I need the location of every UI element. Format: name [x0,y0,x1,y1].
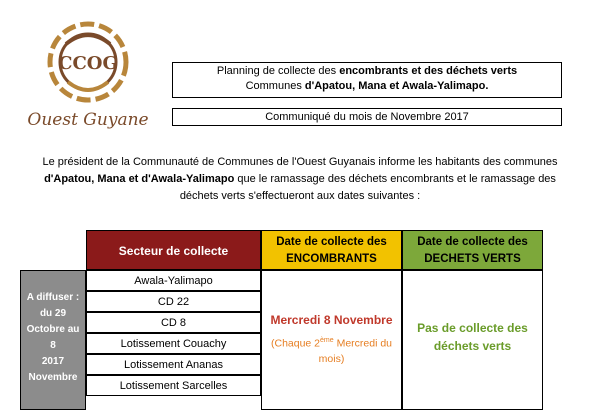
encombrants-cell [261,270,402,410]
sector-row: Lotissement Sarcelles [86,375,261,396]
intro-line-2: d'Apatou, Mana et d'Awala-Yalimapo que le ramassage des déchets encombrants et le ramassage des [44,173,556,185]
sector-row: CD 8 [86,312,261,333]
encombrants-note: (Chaque 2ème Mercredi du mois) [270,337,393,365]
logo-emblem-icon [18,14,158,110]
dechets-verts-text: Pas de collecte des déchets verts [417,321,528,353]
logo-script: Ouest Guyane [27,110,149,130]
dechets-verts-cell [402,270,543,410]
diffuser-cell: A diffuser : du 29 Octobre au 8 2017 Novembre [20,270,86,410]
title-line-1: Planning de collecte des encombrants et des déchets verts [216,65,518,77]
intro-paragraph [20,154,580,205]
intro-line-3: déchets verts s'effectueront aux dates suivantes : [179,190,421,202]
communique-box: Communiqué du mois de Novembre 2017 [172,108,562,126]
sector-row: Awala-Yalimapo [86,270,261,291]
sector-row: Lotissement Ananas [86,354,261,375]
title-line-2: Communes d'Apatou, Mana et Awala-Yalimapo. [245,80,489,92]
ccog-logo [18,14,158,134]
logo-text: CCOG [58,53,118,74]
intro-line-1: Le président de la Communauté de Communes de l'Ouest Guyanais informe les habitants des communes [42,156,558,168]
header-dechets-verts: Date de collecte des DECHETS VERTS [402,230,543,270]
encombrants-date: Mercredi 8 Novembre [270,313,393,327]
header-encombrants: Date de collecte des ENCOMBRANTS [261,230,402,270]
sector-row: Lotissement Couachy [86,333,261,354]
header-secteur: Secteur de collecte [86,230,261,270]
sector-row: CD 22 [86,291,261,312]
title-box [172,62,562,98]
